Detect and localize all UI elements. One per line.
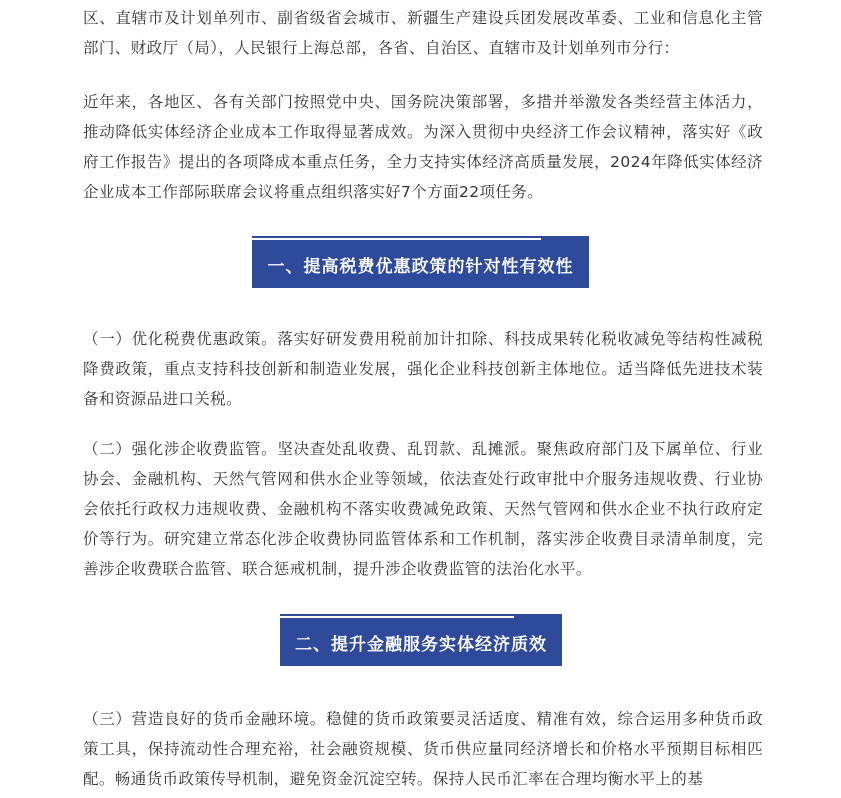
section-2-title: 二、提升金融服务实体经济质效 [280,618,562,666]
section-2-banner [280,614,562,666]
intro-addressees-paragraph: 区、直辖市及计划单列市、副省级省会城市、新疆生产建设兵团发展改革委、工业和信息化主管部门、财政厅（局），人民银行上海总部，各省、自治区、直辖市及计划单列市分行： [83,9,763,57]
banner-top-line [252,236,589,238]
section-1-banner [252,236,589,288]
item-3-paragraph: （三）营造良好的货币金融环境。稳健的货币政策要灵活适度、精准有效，综合运用多种货币政策工具，保持流动性合理充裕，社会融资规模、货币供应量同经济增长和价格水平预期目标相匹配。畅通货币政策传导机制，避免资金沉淀空转。保持人民币汇率在合理均衡水平上的基 [83,710,763,788]
intro-body-paragraph: 近年来，各地区、各有关部门按照党中央、国务院决策部署，多措并举激发各类经营主体活力，推动降低实体经济企业成本工作取得显著成效。为深入贯彻中央经济工作会议精神，落实好《政府工作报告》提出的各项降成本重点任务，全力支持实体经济高质量发展，2024年降低实体经济企业成本工作部际联席会议将重点组织落实好7个方面22项任务。 [83,93,763,201]
item-1-paragraph: （一）优化税费优惠政策。落实好研发费用税前加计扣除、科技成果转化税收减免等结构性减税降费政策，重点支持科技创新和制造业发展，强化企业科技创新主体地位。适当降低先进技术装备和资源品进口关税。 [83,330,763,408]
item-2-paragraph: （二）强化涉企收费监管。坚决查处乱收费、乱罚款、乱摊派。聚焦政府部门及下属单位、行业协会、金融机构、天然气管网和供水企业等领域，依法查处行政审批中介服务违规收费、行业协会依托行政权力违规收费、金融机构不落实收费减免政策、天然气管网和供水企业不执行政府定价等行为。研究建立常态化涉企收费协同监管体系和工作机制，落实涉企收费目录清单制度，完善涉企收费联合监管、联合惩戒机制，提升涉企收费监管的法治化水平。 [83,440,763,578]
section-1-title: 一、提高税费优惠政策的针对性有效性 [252,240,589,288]
